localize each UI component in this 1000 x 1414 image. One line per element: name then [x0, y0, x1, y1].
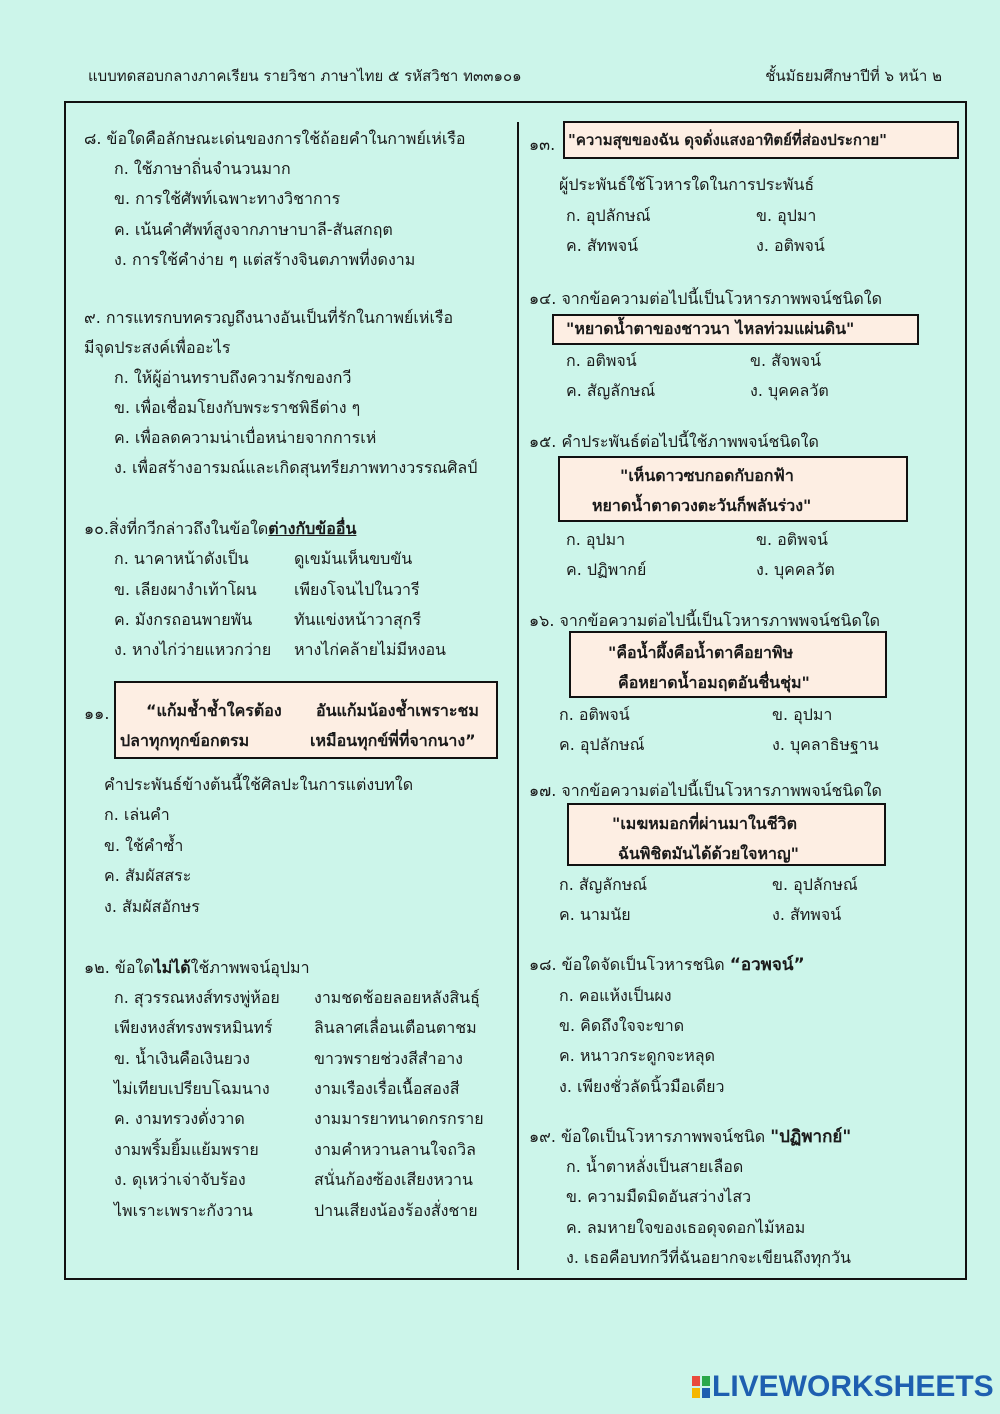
q15-quote-line1: "เห็นดาวซบกอดกับอกฟ้า [620, 466, 794, 485]
q18-stem [529, 954, 805, 976]
q8-stem: ๘. ข้อใดคือลักษณะเด่นของการใช้ถ้อยคำในกาพย์เห่เรือ [84, 129, 466, 148]
q12-stem [84, 957, 310, 979]
q13-option-a[interactable]: ก. อุปลักษณ์ [566, 206, 651, 225]
q11-poem-line2a: ปลาทุกทุกข์อกตรม [120, 731, 250, 750]
q12-option-a[interactable]: ก. สุวรรณหงส์ทรงพู่ห้อย [114, 988, 280, 1007]
q14-option-a[interactable]: ก. อติพจน์ [566, 351, 637, 370]
liveworksheets-icon [692, 1376, 712, 1402]
q13-option-c[interactable]: ค. สัทพจน์ [566, 236, 639, 255]
q16-option-c[interactable]: ค. อุปลักษณ์ [559, 735, 645, 754]
q14-stem: ๑๔. จากข้อความต่อไปนี้เป็นโวหารภาพพจน์ชนิดใด [529, 289, 882, 308]
q14-option-d[interactable]: ง. บุคคลวัต [750, 381, 829, 400]
q12-option-a-text4: ลินลาศเลื่อนเตือนตาชม [314, 1018, 477, 1037]
q11-poem-line2b: เหมือนทุกข์พี่ที่จากนาง” [310, 731, 476, 750]
q9-option-c[interactable]: ค. เพื่อลดความน่าเบื่อหน่ายจากการเห่ [114, 428, 377, 447]
q12-option-a-text3: เพียงหงส์ทรงพรหมินทร์ [114, 1018, 273, 1037]
q11-number: ๑๑. [84, 704, 110, 723]
q9-option-b[interactable]: ข. เพื่อเชื่อมโยงกับพระราชพิธีต่าง ๆ [114, 398, 361, 417]
q9-stem-line2: มีจุดประสงค์เพื่ออะไร [84, 338, 231, 357]
q16-quote-line1: "คือน้ำผึ้งคือน้ำตาคือยาพิษ [608, 643, 794, 662]
q13-option-b[interactable]: ข. อุปมา [756, 206, 817, 225]
q10-option-b-line2: เพียงโจนไปในวารี [294, 580, 420, 599]
q10-option-d[interactable]: ง. หางไก่ว่ายแหวกว่าย [114, 640, 272, 659]
q17-option-b[interactable]: ข. อุปลักษณ์ [772, 875, 858, 894]
q12-option-a-text2: งามชดช้อยลอยหลังสินธุ์ [314, 988, 480, 1007]
q19-option-c[interactable]: ค. ลมหายใจของเธอดุจดอกไม้หอม [566, 1218, 806, 1237]
q12-option-c-text3: งามพริ้มยิ้มแย้มพราย [114, 1140, 259, 1159]
liveworksheets-wordmark: LIVEWORKSHEETS [712, 1370, 994, 1403]
q10-stem-emphasis: ต่างกับข้ออื่น [268, 519, 357, 538]
q9-stem-line1: ๙. การแทรกบทครวญถึงนางอันเป็นที่รักในกาพย์เห่เรือ [84, 308, 454, 327]
q12-option-c-text2: งามมารยาทนาดกรกราย [314, 1109, 484, 1128]
q12-option-d-text4: ปานเสียงน้องร้องสั่งชาย [314, 1201, 478, 1220]
q12-stem-suffix: ใช้ภาพพจน์อุปมา [190, 958, 310, 977]
q8-option-a[interactable]: ก. ใช้ภาษาถิ่นจำนวนมาก [114, 159, 291, 178]
q13-number: ๑๓. [529, 135, 556, 154]
q10-option-d-line2: หางไก่คล้ายไม่มีหงอน [294, 640, 446, 659]
q8-option-d[interactable]: ง. การใช้คำง่าย ๆ แต่สร้างจินตภาพที่งดงาม [114, 250, 416, 269]
q10-stem-text: ๑๐.สิ่งที่กวีกล่าวถึงในข้อใด [84, 519, 269, 538]
q19-stem [529, 1126, 851, 1148]
q19-option-b[interactable]: ข. ความมืดมิดอันสว่างไสว [566, 1187, 752, 1206]
q17-option-d[interactable]: ง. สัทพจน์ [772, 905, 842, 924]
q12-stem-text: ๑๒. ข้อใด [84, 958, 154, 977]
q16-quote-line2: คือหยาดน้ำอมฤตอันชื่นชุ่ม" [618, 673, 810, 692]
q18-stem-text: ๑๘. ข้อใดจัดเป็นโวหารชนิด [529, 955, 725, 974]
q10-stem [84, 518, 356, 540]
q19-stem-text: ๑๙. ข้อใดเป็นโวหารภาพพจน์ชนิด [529, 1127, 766, 1146]
q10-option-c[interactable]: ค. มังกรถอนพายพัน [114, 610, 253, 629]
q10-option-b[interactable]: ข. เลียงผางำเท้าโผน [114, 580, 257, 599]
q11-stem: คำประพันธ์ข้างต้นนี้ใช้ศิลปะในการแต่งบทใด [104, 775, 414, 794]
q16-option-d[interactable]: ง. บุคลาธิษฐาน [772, 735, 879, 754]
q9-option-a[interactable]: ก. ให้ผู้อ่านทราบถึงความรักของกวี [114, 368, 352, 387]
q16-stem: ๑๖. จากข้อความต่อไปนี้เป็นโวหารภาพพจน์ชนิดใด [529, 611, 881, 630]
q14-option-c[interactable]: ค. สัญลักษณ์ [566, 381, 656, 400]
q19-option-a[interactable]: ก. น้ำตาหลั่งเป็นสายเลือด [566, 1157, 744, 1176]
q11-option-c[interactable]: ค. สัมผัสสระ [104, 866, 192, 885]
q12-option-b-text4: งามเรืองเรื่อเนื้อสองสี [314, 1079, 460, 1098]
q19-option-d[interactable]: ง. เธอคือบทกวีที่ฉันอยากจะเขียนถึงทุกวัน [566, 1248, 851, 1267]
q11-option-a[interactable]: ก. เล่นคำ [104, 805, 170, 824]
q11-poem-line1a: “แก้มช้ำช้ำใครต้อง [146, 701, 282, 720]
q13-stem: ผู้ประพันธ์ใช้โวหารใดในการประพันธ์ [559, 175, 815, 194]
q11-poem-line1b: อันแก้มน้องช้ำเพราะชม [316, 701, 479, 720]
q19-stem-emphasis: "ปฏิพากย์" [770, 1127, 852, 1147]
column-divider [517, 122, 519, 1270]
q12-option-b-text3: ไม่เทียบเปรียบโฉมนาง [114, 1079, 270, 1098]
q14-option-b[interactable]: ข. สัจพจน์ [750, 351, 822, 370]
q12-option-c[interactable]: ค. งามทรวงดั่งวาด [114, 1109, 245, 1128]
q17-quote-line2: ฉันพิชิตมันได้ด้วยใจหาญ" [618, 844, 799, 863]
liveworksheets-logo [692, 1372, 992, 1408]
q15-option-b[interactable]: ข. อติพจน์ [756, 530, 828, 549]
q10-option-c-line2: ทันแข่งหน้าวาสุกรี [294, 610, 422, 629]
q15-option-a[interactable]: ก. อุปมา [566, 530, 626, 549]
q15-option-d[interactable]: ง. บุคคลวัต [756, 560, 835, 579]
q11-option-b[interactable]: ข. ใช้คำซ้ำ [104, 836, 184, 855]
q12-option-b[interactable]: ข. น้ำเงินคือเงินยวง [114, 1049, 250, 1068]
q11-option-d[interactable]: ง. สัมผัสอักษร [104, 897, 200, 916]
q17-stem: ๑๗. จากข้อความต่อไปนี้เป็นโวหารภาพพจน์ชนิดใด [529, 781, 882, 800]
q15-stem: ๑๕. คำประพันธ์ต่อไปนี้ใช้ภาพพจน์ชนิดใด [529, 432, 819, 451]
q10-option-a-line2: ดูเขม้นเห็นขบขัน [294, 549, 413, 568]
q14-quote: "หยาดน้ำตาของชาวนา ไหลท่วมแผ่นดิน" [566, 319, 855, 338]
q18-stem-emphasis: “อวพจน์” [729, 955, 805, 975]
q12-option-d[interactable]: ง. ดุเหว่าเจ่าจับร้อง [114, 1170, 246, 1189]
q12-option-d-text3: ไพเราะเพราะกังวาน [114, 1201, 253, 1220]
q10-option-a[interactable]: ก. นาคาหน้าดังเป็น [114, 549, 249, 568]
q8-option-c[interactable]: ค. เน้นคำศัพท์สูงจากภาษาบาลี-สันสกฤต [114, 220, 393, 239]
q8-option-b[interactable]: ข. การใช้ศัพท์เฉพาะทางวิชาการ [114, 189, 341, 208]
q16-option-b[interactable]: ข. อุปมา [772, 705, 833, 724]
q9-option-d[interactable]: ง. เพื่อสร้างอารมณ์และเกิดสุนทรียภาพทางวรรณศิลป์ [114, 458, 478, 477]
q15-quote-line2: หยาดน้ำตาดวงตะวันก็พลันร่วง" [592, 496, 812, 515]
q12-option-c-text4: งามคำหวานลานใจถวิล [314, 1140, 476, 1159]
q12-stem-emphasis: ไม่ได้ [153, 958, 191, 977]
q12-option-b-text2: ขาวพรายช่วงสีสำอาง [314, 1049, 463, 1068]
q12-option-d-text2: สนั่นก้องซ้องเสียงหวาน [314, 1170, 473, 1189]
q18-option-a[interactable]: ก. คอแห้งเป็นผง [559, 986, 672, 1005]
q18-option-c[interactable]: ค. หนาวกระดูกจะหลุด [559, 1046, 715, 1065]
q18-option-d[interactable]: ง. เพียงชั่วลัดนิ้วมือเดียว [559, 1077, 725, 1096]
exam-title: แบบทดสอบกลางภาคเรียน รายวิชา ภาษาไทย ๕ รหัสวิชา ท๓๓๑๐๑ [88, 67, 522, 85]
q13-option-d[interactable]: ง. อติพจน์ [756, 236, 825, 255]
q15-option-c[interactable]: ค. ปฏิพากย์ [566, 560, 647, 579]
q17-option-c[interactable]: ค. นามนัย [559, 905, 631, 924]
q13-quote: "ความสุขของฉัน ดุจดั่งแสงอาทิตย์ที่ส่องประกาย" [568, 131, 887, 149]
q16-option-a[interactable]: ก. อติพจน์ [559, 705, 630, 724]
q17-option-a[interactable]: ก. สัญลักษณ์ [559, 875, 648, 894]
q18-option-b[interactable]: ข. คิดถึงใจจะขาด [559, 1016, 685, 1035]
page-info: ชั้นมัธยมศึกษาปีที่ ๖ หน้า ๒ [765, 67, 942, 85]
q17-quote-line1: "เมฆหมอกที่ผ่านมาในชีวิต [612, 814, 797, 833]
